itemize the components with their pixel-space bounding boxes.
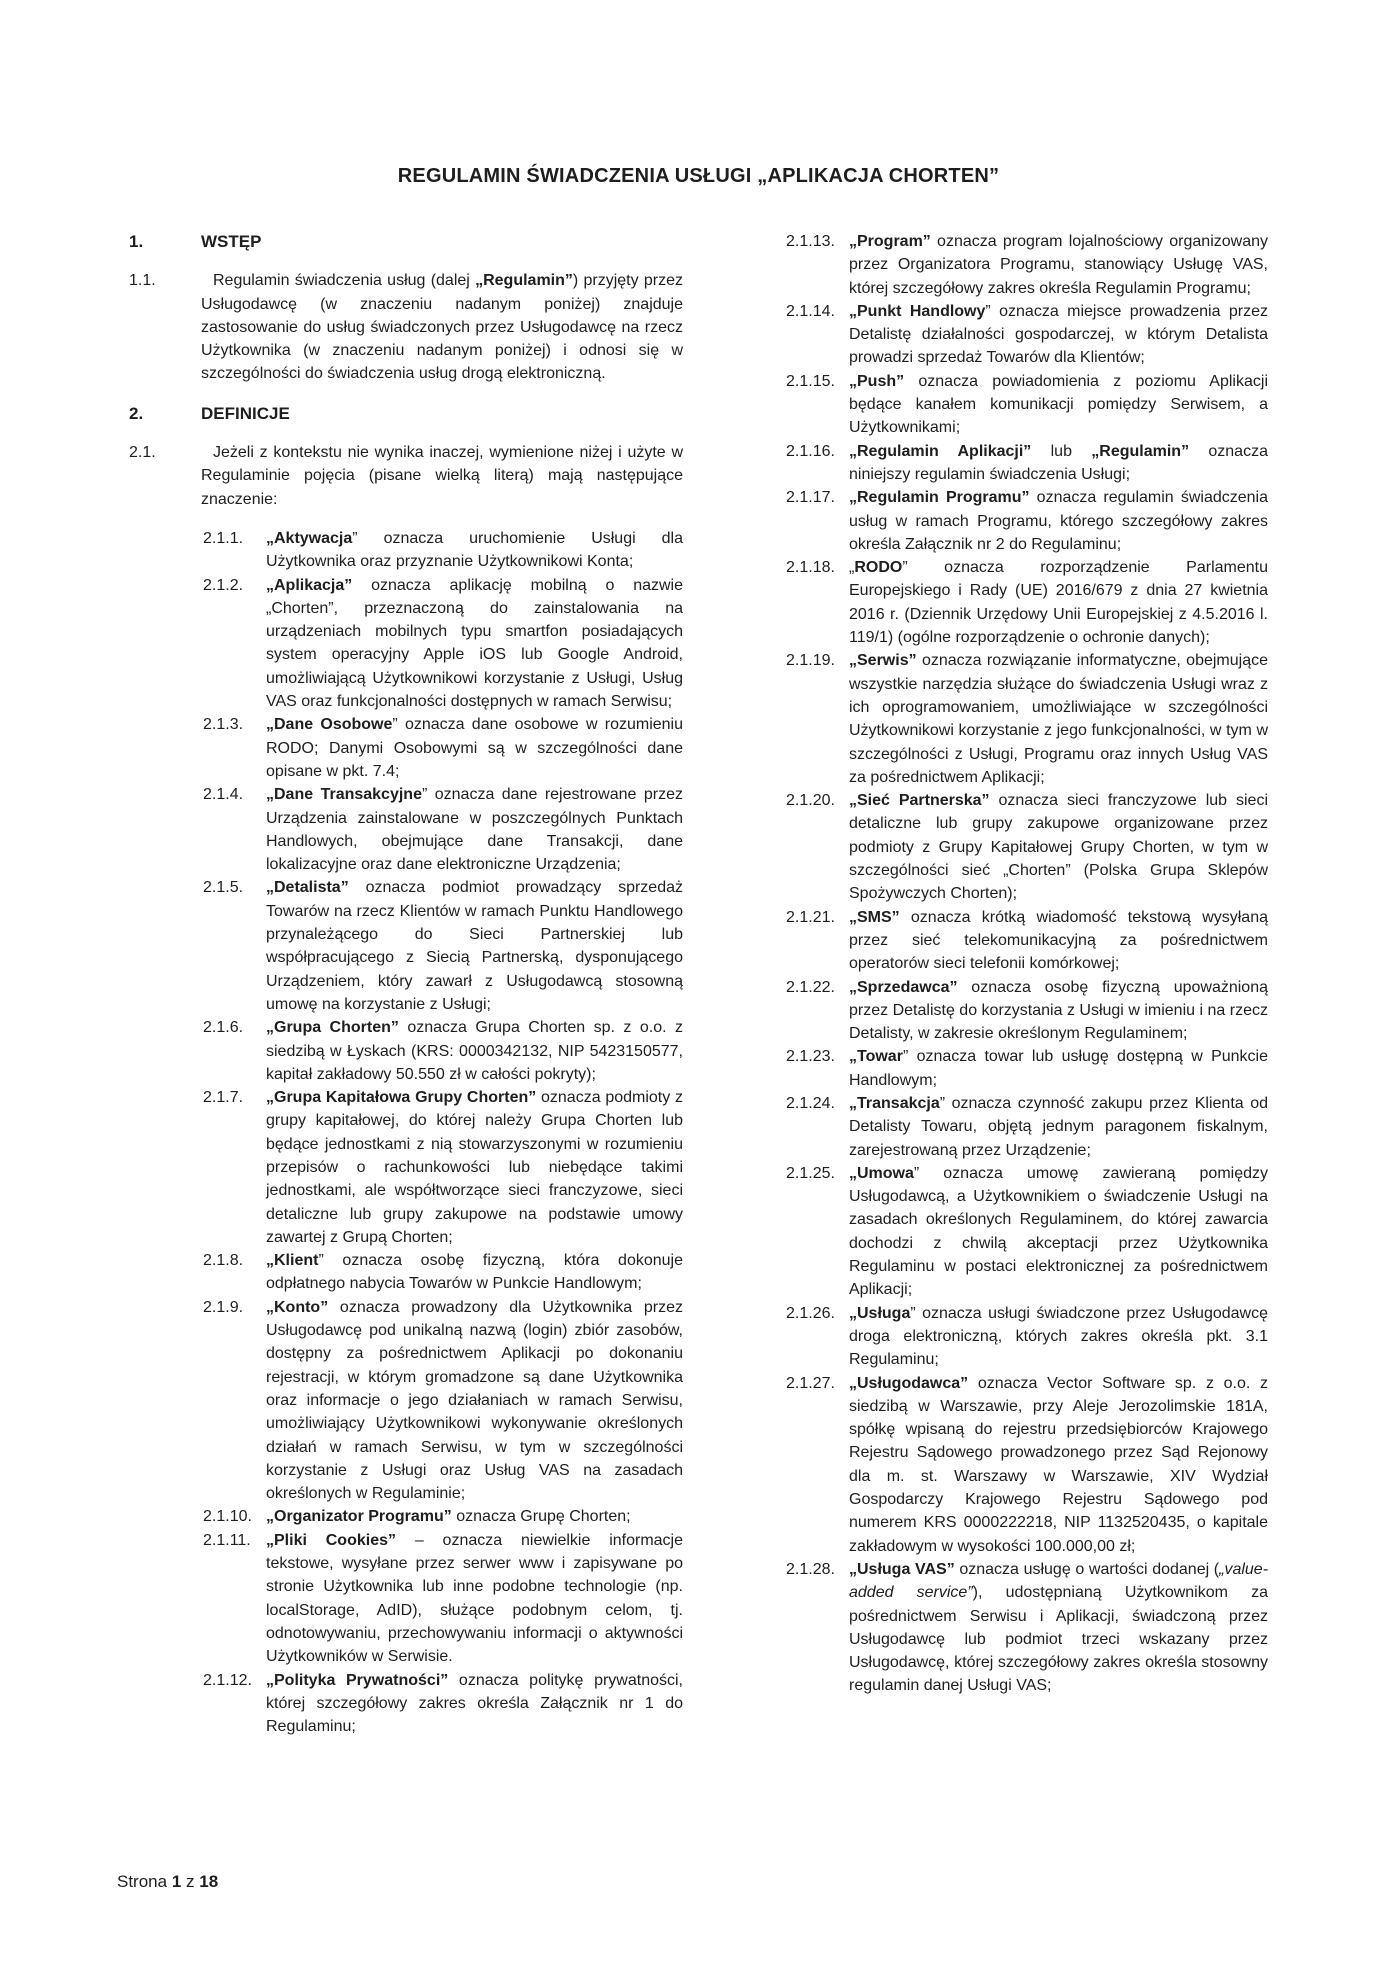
item-text <box>266 1086 683 1249</box>
item-text <box>849 300 1268 370</box>
text-segment: „Push” <box>849 372 905 390</box>
text-segment: oznacza program lojalnościowy organizowany przez Organizatora Programu, stanowiący Usługę VAS, której szczegółowy zakres określa Regulamin Programu; <box>849 233 1268 297</box>
item-number: 2.1.23. <box>786 1048 835 1066</box>
item-number: 2. <box>129 403 144 423</box>
text-segment: „Regulamin Programu” <box>849 489 1030 507</box>
item-text <box>266 876 683 1016</box>
definition-item <box>129 1296 683 1506</box>
text-segment: „Program” <box>849 233 931 250</box>
text-segment: „Towar <box>849 1048 903 1066</box>
footer-total-pages: 18 <box>199 1872 219 1891</box>
definition-item <box>786 1372 1268 1558</box>
item-number: 2.1.4. <box>203 786 244 804</box>
section-heading <box>129 230 683 253</box>
definition-item <box>786 440 1268 487</box>
text-segment: „Regulamin” <box>475 272 573 290</box>
item-number: 2.1.16. <box>786 442 835 460</box>
text-segment: „Regulamin” <box>1091 442 1190 460</box>
definition-item <box>786 1045 1268 1092</box>
definition-item <box>129 1505 683 1528</box>
definition-item <box>786 300 1268 370</box>
item-number: 2.1. <box>129 444 156 462</box>
item-number: 2.1.1. <box>203 529 244 547</box>
text-segment: ” oznacza dane osobowe w rozumieniu RODO; Danymi Osobowymi są w szczególności dane opisane w pkt. 7.4; <box>266 716 684 780</box>
text-segment: ” oznacza czynność zakupu przez Klienta od Detalisty Towaru, objętą jednym paragonem fiskalnym, zarejestrowaną przez Urządzenie; <box>849 1094 1268 1159</box>
text-segment: „Aplikacja” <box>266 576 353 594</box>
item-text <box>266 574 683 714</box>
text-segment: „Sieć Partnerska” <box>849 792 990 810</box>
item-text <box>849 1558 1268 1698</box>
text-segment: oznacza Grupę Chorten; <box>451 1508 631 1526</box>
item-text <box>849 976 1268 1046</box>
item-number: 2.1.3. <box>203 716 244 734</box>
text-segment: „Transakcja <box>849 1094 940 1112</box>
text-segment: ” oznacza osobę fizyczną, która dokonuje odpłatnego nabycia Towarów w Punkcie Handlowym; <box>266 1252 683 1293</box>
text-segment: oznacza politykę prywatności, której szczegółowy zakres określa Załącznik nr 1 do Regulaminu; <box>266 1671 684 1736</box>
text-segment: „Dane Osobowe <box>266 716 393 734</box>
item-text <box>266 783 683 876</box>
definition-item <box>786 556 1268 649</box>
text-segment: Regulamin świadczenia usług (dalej <box>213 272 476 290</box>
item-text <box>849 230 1268 300</box>
intro-paragraph <box>129 441 683 511</box>
item-text <box>201 441 683 511</box>
text-segment: „Sprzedawca” <box>849 978 958 996</box>
text-segment: ” oznacza miejsce prowadzenia przez Detalistę działalności gospodarczej, w którym Detalista prowadzi sprzedaż Towarów dla Klientów; <box>849 302 1268 367</box>
text-segment: „Detalista” <box>266 879 349 897</box>
item-text <box>266 527 683 574</box>
text-segment: „Aktywacja <box>266 529 353 547</box>
definition-item <box>786 486 1268 556</box>
item-number: 1. <box>129 232 144 251</box>
page-title: REGULAMIN ŚWIADCZENIA USŁUGI „APLIKACJA CHORTEN” <box>397 165 1000 187</box>
text-segment: RODO <box>854 559 903 577</box>
item-text <box>849 649 1268 789</box>
item-number: 2.1.5. <box>203 879 244 897</box>
text-segment: ” oznacza towar lub usługę dostępną w Punkcie Handlowym; <box>849 1048 1268 1089</box>
definition-item <box>129 1529 683 1669</box>
item-text <box>849 1162 1268 1302</box>
text-segment: „Usługodawca” <box>849 1374 969 1392</box>
text-segment: ” oznacza rozporządzenie Parlamentu Europejskiego i Rady (UE) 2016/679 z dnia 27 kwietnia 2016 r. (Dziennik Urzędowy Unii Europejskiej z 4.5.2016 l. 119/1) (ogólne rozporządzenie o ochronie danych); <box>849 559 1268 647</box>
item-number: 2.1.15. <box>786 372 835 390</box>
item-number: 2.1.27. <box>786 1374 835 1392</box>
text-segment: „Punkt Handlowy <box>849 302 986 320</box>
text-segment: oznacza podmioty z grupy kapitałowej, do której należy Grupa Chorten lub będące jednostkami z nią stowarzyszonymi w rozumieniu przepisów o rachunkowości lub niebędące takimi jednostkami, ale współtworzące sieci franczyzowe, sieci detaliczne lub grupy zakupowe na podstawie umowy zawartej z Grupą Chorten; <box>266 1089 683 1246</box>
footer-page-label: Strona <box>117 1872 168 1891</box>
item-text <box>849 1372 1268 1558</box>
text-segment: oznacza niniejszy regulamin świadczenia Usługi; <box>849 442 1268 483</box>
text-segment: oznacza rozwiązanie informatyczne, obejmujące wszystkie narzędzia służące do świadczenia Usługi wraz z ich oprogramowaniem, umożliwiające w szczególności Użytkownikowi korzystanie z jego funkcjonalności, w tym w szczególności z Usługi, Programu oraz innych Usług VAS za pośrednictwem Aplikacji; <box>849 652 1268 786</box>
text-segment: oznacza aplikację mobilną o nazwie „Chorten”, przeznaczoną do zainstalowania na urządzeniach mobilnych typu smartfon posiadających system operacyjny Apple iOS lub Google Android, umożliwiającą Użytkownikowi korzystanie z Usługi, Usług VAS oraz funkcjonalności dostępnych w ramach Serwisu; <box>266 576 683 711</box>
text-segment: „ <box>849 559 855 577</box>
definition-item <box>786 1092 1268 1162</box>
text-segment: „Pliki Cookies” <box>266 1531 396 1549</box>
text-segment: „Grupa Chorten” <box>266 1019 399 1037</box>
definition-item <box>129 783 683 876</box>
text-segment: – oznacza niewielkie informacje tekstowe, wysyłane przez serwer www i zapisywane po stronie Użytkownika lub inne podobne technologie (np. localStorage, AdID), służące podobnym celom, tj. odnotowywaniu, przechowywaniu informacji o aktywności Użytkowników w Serwisie. <box>266 1531 683 1666</box>
text-segment: „Polityka Prywatności” <box>266 1671 449 1689</box>
text-segment: ) przyjęty przez Usługodawcę (w znaczeniu nadanym poniżej) znajduje zastosowanie do usług świadczonych przez Usługodawcę na rzecz Użytkownika (w znaczeniu nadanym poniżej) i odnosi się w szczególności do świadczenia usług drogą elektroniczną. <box>201 272 683 383</box>
item-number: 2.1.19. <box>786 652 835 670</box>
item-text: WSTĘP <box>201 232 262 251</box>
item-number: 2.1.28. <box>786 1560 835 1578</box>
text-segment: „Konto” <box>266 1298 329 1316</box>
footer-page-number: 1 <box>171 1872 182 1891</box>
text-segment: „Organizator Programu” <box>266 1508 452 1526</box>
item-number: 2.1.17. <box>786 489 835 507</box>
item-text <box>266 1529 683 1669</box>
item-number: 2.1.12. <box>203 1671 252 1689</box>
definition-item <box>129 713 683 783</box>
definition-item <box>129 1669 683 1739</box>
item-text <box>849 1045 1268 1092</box>
definition-item <box>786 1558 1268 1698</box>
text-segment: oznacza osobę fizyczną upoważnioną przez Detalistę do korzystania z Usługi w imieniu i na rzecz Detalisty, w zakresie określonym Regulaminem; <box>849 978 1268 1043</box>
text-segment: oznacza powiadomienia z poziomu Aplikacji będące kanałem komunikacji pomiędzy Serwisem, a Użytkownikami; <box>849 372 1268 437</box>
text-segment: ” oznacza dane rejestrowane przez Urządzenia zainstalowane w poszczególnych Punktach Handlowych, obejmujące dane Transakcji, dane lokalizacyjne oraz dane elektroniczne Urządzenia; <box>266 786 683 874</box>
definition-item <box>786 649 1268 789</box>
text-segment: „Klient <box>266 1252 319 1270</box>
item-text <box>266 1505 683 1528</box>
text-segment: ” oznacza usługi świadczone przez Usługodawcę droga elektroniczną, których zakres określa pkt. 3.1 Regulaminu; <box>849 1304 1268 1369</box>
item-number: 2.1.21. <box>786 908 835 926</box>
text-segment: „Umowa <box>849 1164 914 1182</box>
item-number: 2.1.20. <box>786 792 835 810</box>
definition-item <box>129 1086 683 1249</box>
item-number: 2.1.13. <box>786 233 835 250</box>
definition-item <box>786 789 1268 905</box>
item-number: 2.1.2. <box>203 576 244 594</box>
text-segment: oznacza sieci franczyzowe lub sieci detaliczne lub grupy zakupowe organizowane przez podmioty z Grupy Kapitałowej Grupy Chorten, w tym w szczególności sieć „Chorten” (Polska Grupa Sklepów Spożywczych Chorten); <box>849 792 1268 903</box>
item-text <box>266 713 683 783</box>
definition-item <box>786 1302 1268 1372</box>
item-text <box>266 1669 683 1739</box>
right-column <box>786 230 1268 1698</box>
definition-item <box>129 574 683 714</box>
item-text <box>849 906 1268 976</box>
intro-paragraph <box>129 269 683 385</box>
item-number: 2.1.24. <box>786 1094 835 1112</box>
text-segment: „Serwis” <box>849 652 917 670</box>
item-number: 1.1. <box>129 272 156 290</box>
text-segment: ), udostępnianą Użytkownikom za pośrednictwem Serwisu i Aplikacji, świadczoną przez Usługodawcę lub podmiot trzeci wskazany przez Usługodawcę, której szczegółowy zakres określa stosowny regulamin danej Usługi VAS; <box>849 1584 1268 1695</box>
text-segment: „Usługa <box>849 1304 911 1322</box>
footer-of-label: z <box>186 1872 195 1891</box>
text-segment: oznacza regulamin świadczenia usług w ramach Programu, którego szczegółowy zakres określa Załącznik nr 2 do Regulaminu; <box>849 489 1268 553</box>
text-segment: oznacza prowadzony dla Użytkownika przez Usługodawcę pod unikalną nazwą (login) zbiór zasobów, dostępny za pośrednictwem Aplikacji po dokonaniu rejestracji, w którym gromadzone są dane Użytkownika oraz informacje o jego działaniach w ramach Serwisu, umożliwiający Użytkownikowi wykonywanie określonych działań w ramach Serwisu, w tym w szczególności korzystanie z Usługi oraz Usług VAS na zasadach określonych w Regulaminie; <box>266 1298 683 1503</box>
definition-item <box>786 230 1268 300</box>
text-segment: oznacza krótką wiadomość tekstową wysyłaną przez sieć telekomunikacyjną za pośrednictwem operatorów sieci telefonii komórkowej; <box>849 908 1268 973</box>
item-number: 2.1.6. <box>203 1019 244 1037</box>
item-text <box>266 1296 683 1506</box>
text-segment: ” oznacza uruchomienie Usługi dla Użytkownika oraz przyznanie Użytkownikowi Konta; <box>266 529 683 571</box>
item-text <box>849 370 1268 440</box>
definition-item <box>129 527 683 574</box>
text-segment: „Grupa Kapitałowa Grupy Chorten” <box>266 1089 537 1107</box>
text-segment: lub <box>1031 442 1092 460</box>
item-number: 2.1.7. <box>203 1089 244 1107</box>
item-number: 2.1.22. <box>786 978 835 996</box>
item-text <box>849 486 1268 556</box>
definition-item <box>786 906 1268 976</box>
item-text <box>849 440 1268 487</box>
text-segment: oznacza Vector Software sp. z o.o. z siedzibą w Warszawie, przy Aleje Jerozolimskie 181A, spółkę wpisaną do rejestru przedsiębiorców Krajowego Rejestru Sądowego prowadzonego przez Sąd Rejonowy dla m. st. Warszawy w Warszawie, XIV Wydział Gospodarczy Krajowego Rejestru Sądowego pod numerem KRS 0000222218, NIP 1132520435, o kapitale zakładowym w wysokości 100.000,00 zł; <box>849 1374 1268 1555</box>
definition-item <box>129 1249 683 1296</box>
text-segment: oznacza podmiot prowadzący sprzedaż Towarów na rzecz Klientów w ramach Punktu Handlowego przynależącego do Sieci Partnerskiej lub współpracującego z Siecią Partnerską, dysponującego Urządzeniem, który zawarł z Usługodawcą stosowną umowę na korzystanie z Usługi; <box>266 879 683 1013</box>
item-number: 2.1.18. <box>786 559 835 577</box>
item-text <box>201 269 683 385</box>
text-segment: „SMS” <box>849 908 900 926</box>
text-segment: ” oznacza umowę zawieraną pomiędzy Usługodawcą, a Użytkownikiem o świadczenie Usługi na zasadach określonych Regulaminem, do której zawarcia dochodzi z chwilą akceptacji przez Użytkownika Regulaminu w postaci elektronicznej za pośrednictwem Aplikacji; <box>849 1164 1268 1299</box>
item-number: 2.1.26. <box>786 1304 835 1322</box>
item-text <box>849 556 1268 649</box>
definition-item <box>786 370 1268 440</box>
definition-item <box>129 876 683 1016</box>
item-text <box>849 789 1268 905</box>
item-text <box>849 1092 1268 1162</box>
item-text <box>266 1016 683 1086</box>
item-number: 2.1.8. <box>203 1252 244 1270</box>
text-segment: Jeżeli z kontekstu nie wynika inaczej, wymienione niżej i użyte w Regulaminie pojęcia (pisane wielką literą) mają następujące znaczenie: <box>201 444 683 508</box>
page-footer <box>117 1870 218 1894</box>
definition-item <box>786 1162 1268 1302</box>
item-number: 2.1.14. <box>786 302 835 320</box>
text-segment: oznacza usługę o wartości dodanej ( <box>954 1560 1220 1578</box>
text-segment: „Dane Transakcyjne <box>266 786 422 804</box>
definition-item <box>129 1016 683 1086</box>
definition-item <box>786 976 1268 1046</box>
text-segment: „value-added service” <box>849 1560 1269 1602</box>
left-column <box>129 230 683 1738</box>
text-segment: „Usługa VAS” <box>849 1560 955 1578</box>
item-number: 2.1.25. <box>786 1164 835 1182</box>
text-segment: „Regulamin Aplikacji” <box>849 442 1032 460</box>
item-text <box>266 1249 683 1296</box>
item-text <box>849 1302 1268 1372</box>
item-number: 2.1.11. <box>203 1531 251 1549</box>
section-heading <box>129 402 683 425</box>
item-number: 2.1.10. <box>203 1508 252 1526</box>
item-text: DEFINICJE <box>201 403 290 423</box>
item-number: 2.1.9. <box>203 1298 244 1316</box>
text-segment: oznacza Grupa Chorten sp. z o.o. z siedzibą w Łyskach (KRS: 0000342132, NIP 5423150577, kapitał zakładowy 50.550 zł w całości pokryty); <box>266 1019 683 1083</box>
